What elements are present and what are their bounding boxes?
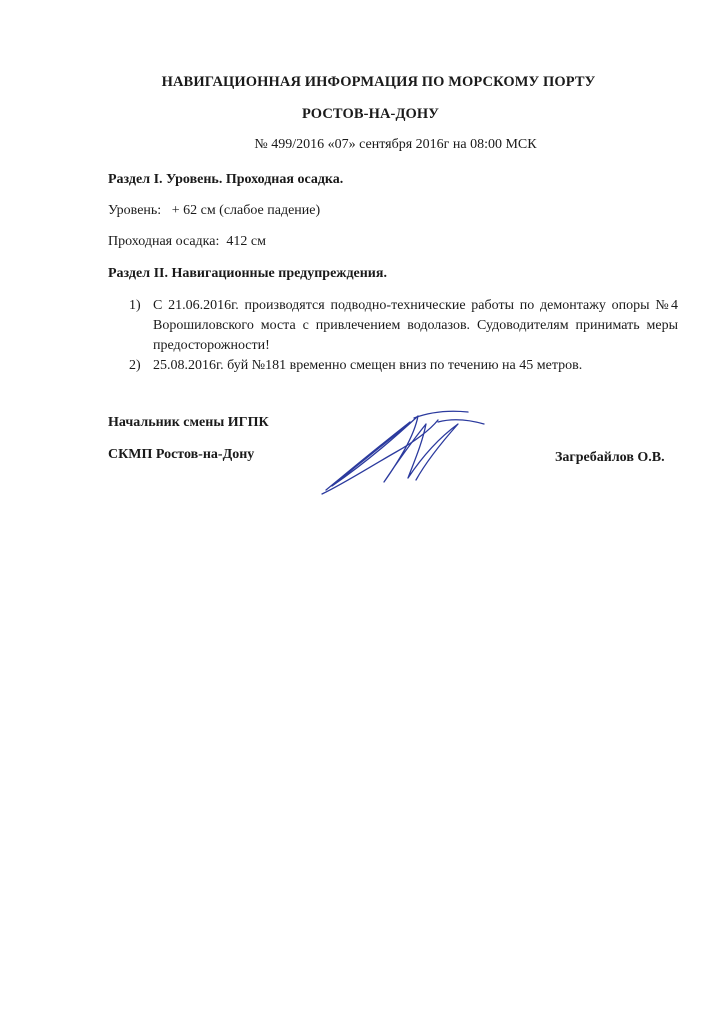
signatory-position-line1: Начальник смены ИГПК xyxy=(108,415,269,430)
level-line xyxy=(108,203,320,219)
issue-line: № 499/2016 «07» сентября 2016г на 08:00 МСК xyxy=(254,137,537,152)
list-item-text: С 21.06.2016г. производятся подводно-технические работы по демонтажу опоры №4 Ворошиловского моста с привлечением водолазов. Судоводителям принимать меры предосторожности! xyxy=(153,298,678,353)
list-item xyxy=(108,356,678,376)
section1-title: Раздел I. Уровень. Проходная осадка. xyxy=(108,172,344,187)
level-value: + 62 см (слабое падение) xyxy=(171,203,321,218)
warnings-list xyxy=(108,296,678,376)
document-title-line2: РОСТОВ-НА-ДОНУ xyxy=(301,106,440,122)
document-title-line1: НАВИГАЦИОННАЯ ИНФОРМАЦИЯ ПО МОРСКОМУ ПОРТУ xyxy=(161,74,596,90)
section2-title: Раздел II. Навигационные предупреждения. xyxy=(108,266,387,281)
handwritten-signature xyxy=(318,402,488,502)
signatory-name: Загребайлов О.В. xyxy=(555,450,665,465)
list-item-number: 1) xyxy=(129,298,141,313)
level-label: Уровень: xyxy=(108,203,162,218)
list-item-number: 2) xyxy=(129,358,141,373)
signatory-position-line2: СКМП Ростов-на-Дону xyxy=(108,447,255,462)
list-item-text: 25.08.2016г. буй №181 временно смещен вниз по течению на 45 метров. xyxy=(153,358,583,373)
draft-label: Проходная осадка: xyxy=(108,234,220,249)
draft-value: 412 см xyxy=(226,234,266,249)
list-item xyxy=(108,296,678,356)
draft-line xyxy=(108,234,266,250)
